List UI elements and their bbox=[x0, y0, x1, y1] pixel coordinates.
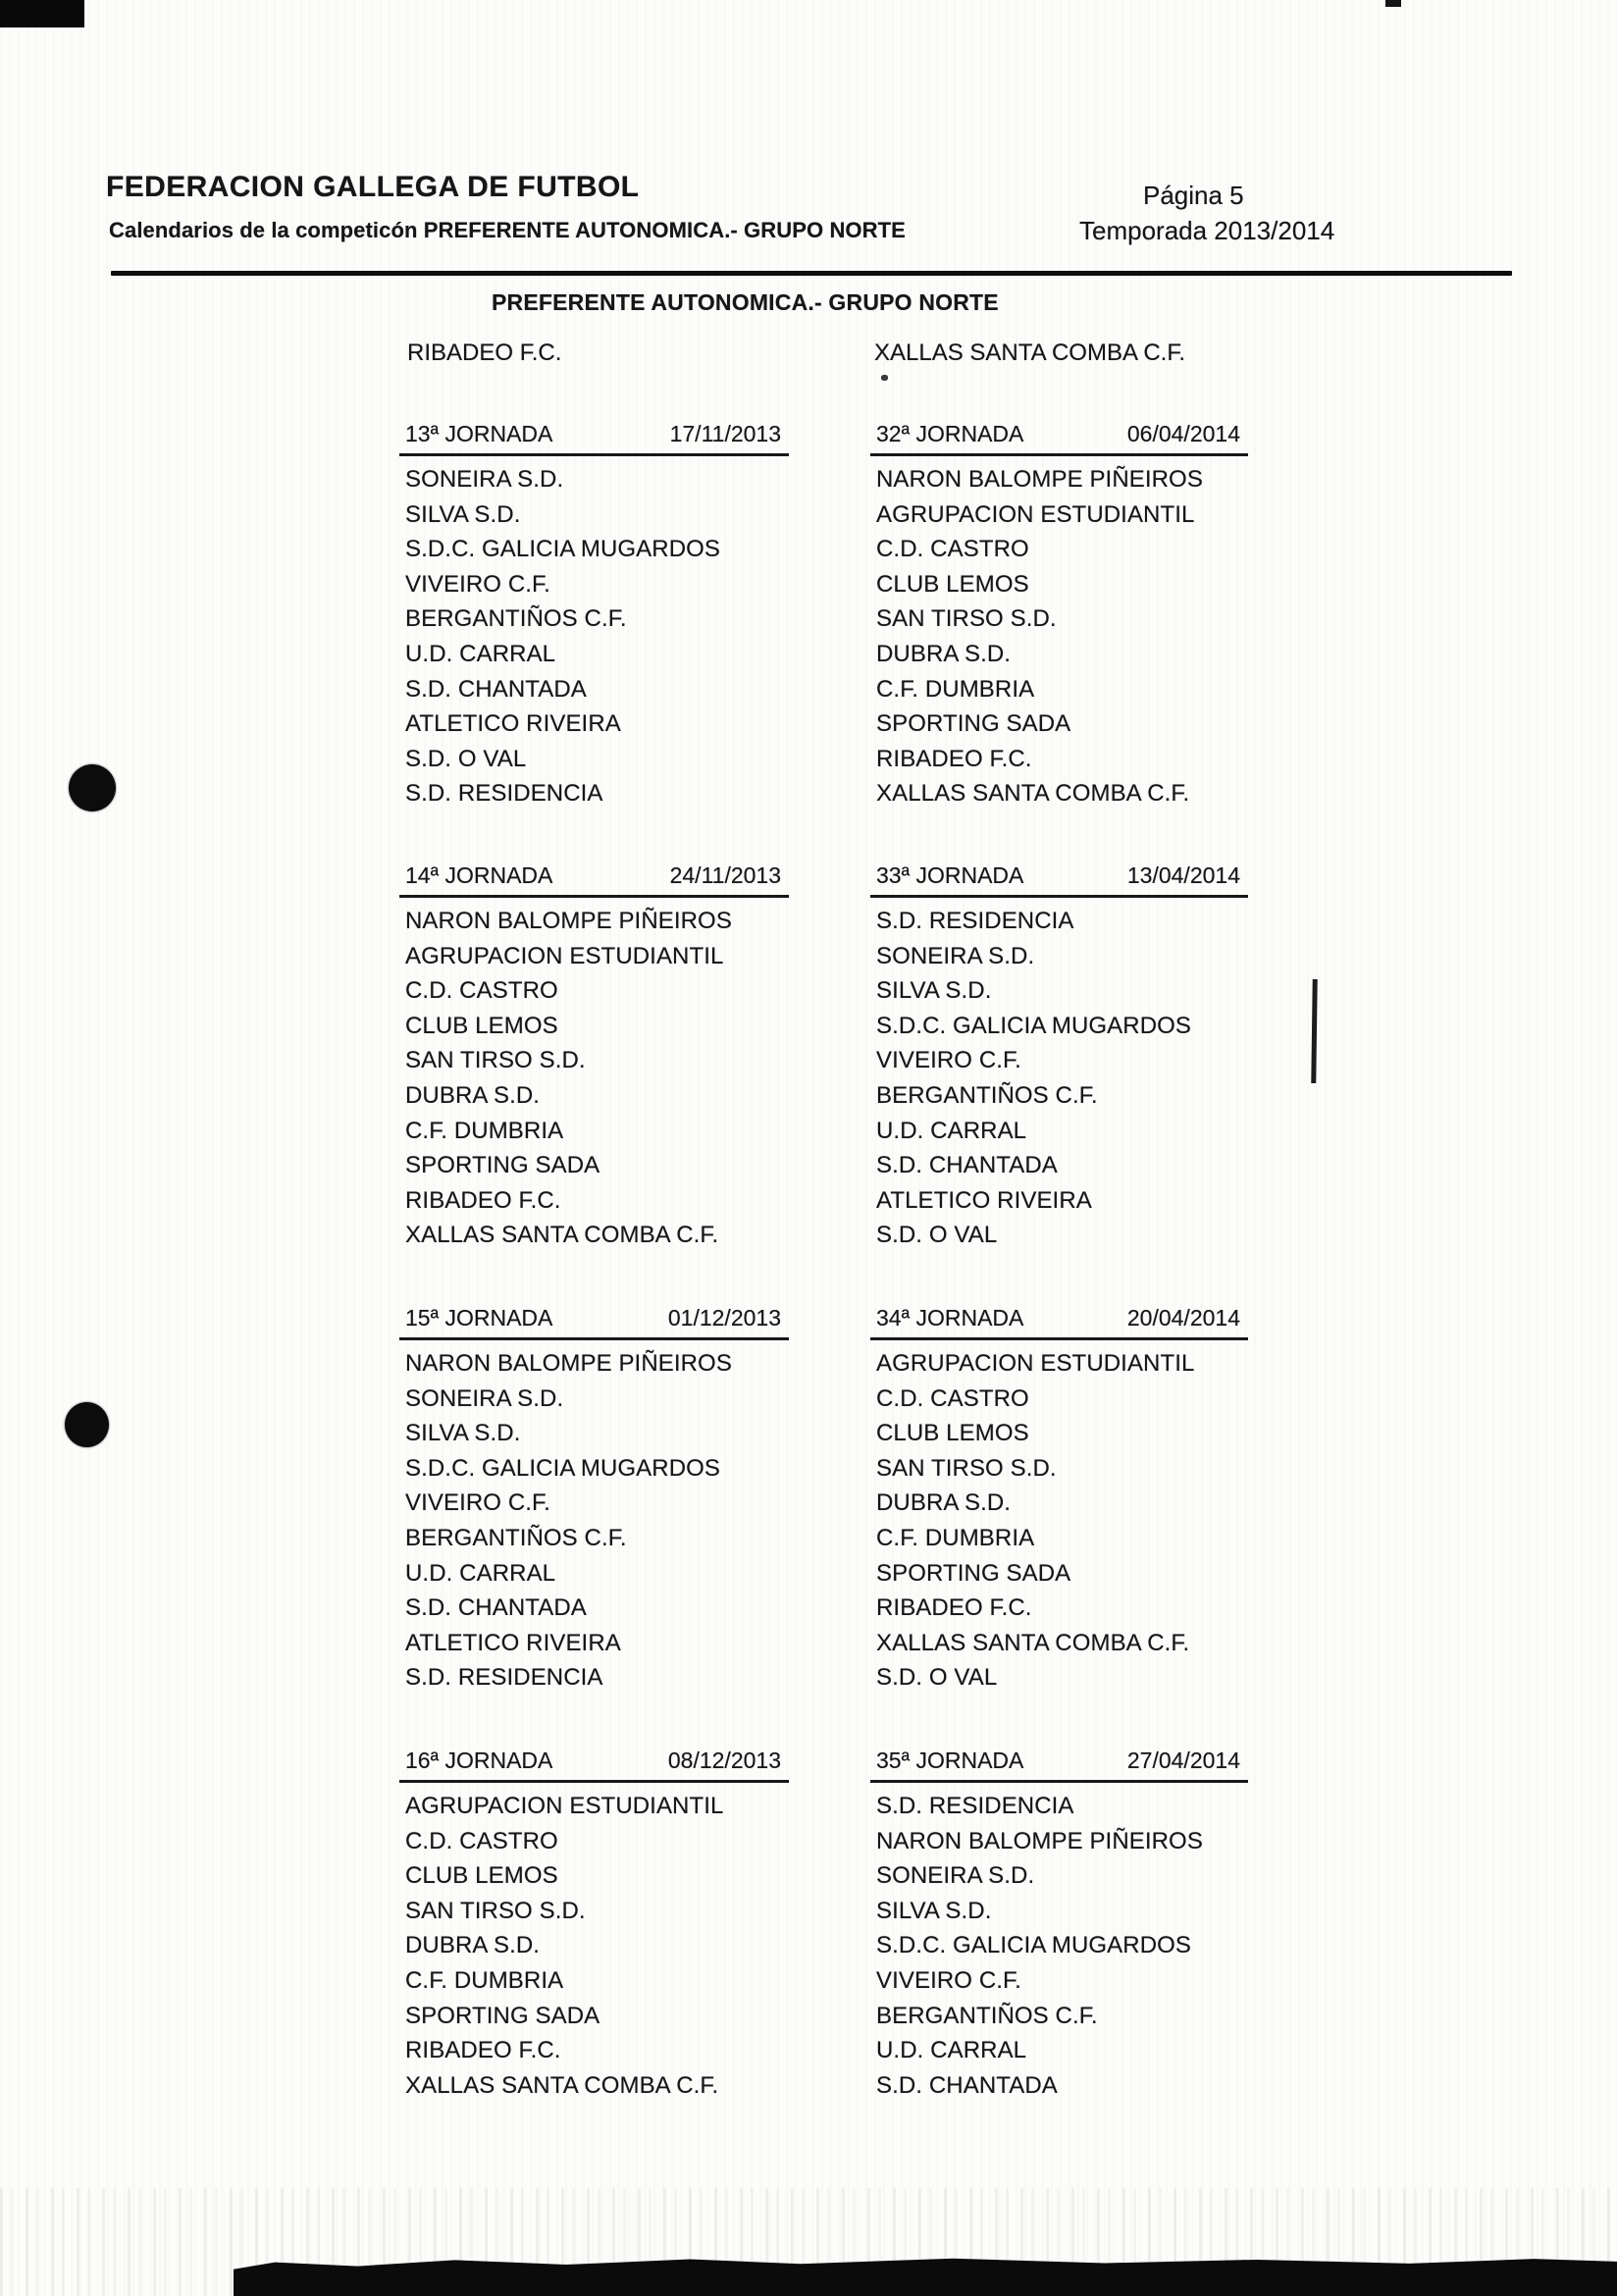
jornada-team-list bbox=[870, 1789, 1248, 2103]
jornada-block-34 bbox=[870, 1305, 1248, 1696]
team-row: SAN TIRSO S.D. bbox=[876, 1454, 1057, 1482]
team-row: RIBADEO F.C. bbox=[405, 1186, 561, 1214]
jornada-date: 20/04/2014 bbox=[1126, 1305, 1240, 1331]
team-row: C.F. DUMBRIA bbox=[876, 1524, 1035, 1551]
jornada-block-33 bbox=[870, 862, 1248, 1253]
team-row: NARON BALOMPE PIÑEIROS bbox=[405, 1350, 732, 1377]
jornada-date: 13/04/2014 bbox=[1126, 862, 1240, 888]
team-row: BERGANTIÑOS C.F. bbox=[405, 605, 627, 633]
jornada-team-list bbox=[870, 904, 1248, 1253]
team-row: NARON BALOMPE PIÑEIROS bbox=[876, 1827, 1203, 1854]
team-row: S.D. O VAL bbox=[876, 1222, 998, 1249]
team-row: DUBRA S.D. bbox=[405, 1081, 541, 1109]
team-row: S.D. CHANTADA bbox=[876, 1152, 1058, 1179]
jornada-header bbox=[399, 1748, 789, 1783]
scan-top-tick bbox=[1385, 0, 1401, 7]
team-row: BERGANTIÑOS C.F. bbox=[876, 1081, 1098, 1109]
team-row: S.D.C. GALICIA MUGARDOS bbox=[405, 536, 721, 563]
team-row: SPORTING SADA bbox=[876, 710, 1071, 738]
team-row: S.D. CHANTADA bbox=[405, 1594, 587, 1622]
jornada-date: 08/12/2013 bbox=[667, 1748, 781, 1773]
jornada-header bbox=[870, 1748, 1248, 1783]
section-title: PREFERENTE AUTONOMICA.- GRUPO NORTE bbox=[492, 289, 999, 315]
jornada-block-16 bbox=[399, 1748, 789, 2103]
team-row: C.D. CASTRO bbox=[405, 1827, 558, 1854]
jornada-team-list bbox=[870, 462, 1248, 811]
team-row: DUBRA S.D. bbox=[876, 640, 1012, 667]
jornada-header bbox=[399, 421, 789, 456]
team-row: CLUB LEMOS bbox=[405, 1862, 558, 1890]
punch-hole-top bbox=[69, 764, 116, 811]
jornada-team-list bbox=[870, 1346, 1248, 1696]
jornada-date: 17/11/2013 bbox=[669, 421, 781, 446]
pairing-left-team: RIBADEO F.C. bbox=[407, 339, 562, 366]
team-row: BERGANTIÑOS C.F. bbox=[876, 2002, 1098, 2029]
competition-subtitle: Calendarios de la competicón PREFERENTE AUTONOMICA.- GRUPO NORTE bbox=[109, 218, 906, 242]
header-rule bbox=[111, 271, 1512, 276]
team-row: XALLAS SANTA COMBA C.F. bbox=[405, 2071, 719, 2099]
team-row: U.D. CARRAL bbox=[876, 1117, 1027, 1144]
team-row: VIVEIRO C.F. bbox=[405, 570, 550, 598]
jornada-header bbox=[870, 862, 1248, 898]
team-row: SONEIRA S.D. bbox=[405, 1384, 564, 1412]
team-row: VIVEIRO C.F. bbox=[405, 1489, 550, 1517]
jornada-date: 06/04/2014 bbox=[1126, 421, 1240, 446]
team-row: S.D. RESIDENCIA bbox=[876, 1793, 1074, 1819]
team-row: C.D. CASTRO bbox=[405, 977, 558, 1005]
team-row: C.F. DUMBRIA bbox=[405, 1966, 564, 1994]
team-row: ATLETICO RIVEIRA bbox=[876, 1186, 1092, 1214]
team-row: S.D. CHANTADA bbox=[876, 2071, 1058, 2099]
jornada-block-14 bbox=[399, 862, 789, 1253]
jornada-label: 16ª JORNADA bbox=[405, 1748, 553, 1773]
team-row: AGRUPACION ESTUDIANTIL bbox=[405, 1793, 724, 1819]
team-row: DUBRA S.D. bbox=[405, 1932, 541, 1959]
team-row: ATLETICO RIVEIRA bbox=[405, 710, 621, 738]
jornada-block-35 bbox=[870, 1748, 1248, 2103]
team-row: RIBADEO F.C. bbox=[405, 2037, 561, 2064]
team-row: AGRUPACION ESTUDIANTIL bbox=[876, 1350, 1195, 1377]
jornada-block-13 bbox=[399, 421, 789, 811]
team-row: SPORTING SADA bbox=[405, 1152, 600, 1179]
jornada-label: 35ª JORNADA bbox=[876, 1748, 1024, 1773]
team-row: SAN TIRSO S.D. bbox=[405, 1047, 586, 1074]
team-row: SONEIRA S.D. bbox=[876, 942, 1035, 969]
team-row: SAN TIRSO S.D. bbox=[876, 605, 1057, 633]
team-row: C.D. CASTRO bbox=[876, 1384, 1029, 1412]
team-row: AGRUPACION ESTUDIANTIL bbox=[876, 500, 1195, 528]
jornada-label: 34ª JORNADA bbox=[876, 1305, 1024, 1331]
team-row: S.D.C. GALICIA MUGARDOS bbox=[876, 1932, 1192, 1959]
team-row: S.D. RESIDENCIA bbox=[405, 780, 603, 808]
jornada-label: 13ª JORNADA bbox=[405, 421, 553, 446]
jornada-label: 32ª JORNADA bbox=[876, 421, 1024, 446]
team-row: S.D. O VAL bbox=[405, 745, 527, 772]
team-row: U.D. CARRAL bbox=[405, 640, 556, 667]
team-row: S.D. O VAL bbox=[876, 1664, 998, 1692]
team-row: BERGANTIÑOS C.F. bbox=[405, 1524, 627, 1551]
team-row: NARON BALOMPE PIÑEIROS bbox=[876, 466, 1203, 493]
team-row: NARON BALOMPE PIÑEIROS bbox=[405, 908, 732, 934]
team-row: SILVA S.D. bbox=[876, 1897, 992, 1924]
team-row: CLUB LEMOS bbox=[876, 1420, 1029, 1447]
scan-corner-mark bbox=[0, 0, 84, 27]
jornada-team-list bbox=[399, 1789, 789, 2103]
team-row: VIVEIRO C.F. bbox=[876, 1047, 1021, 1074]
team-row: XALLAS SANTA COMBA C.F. bbox=[405, 1222, 719, 1249]
team-row: RIBADEO F.C. bbox=[876, 745, 1032, 772]
jornada-header bbox=[399, 862, 789, 898]
team-row: S.D.C. GALICIA MUGARDOS bbox=[405, 1454, 721, 1482]
jornada-team-list bbox=[399, 1346, 789, 1696]
team-row: AGRUPACION ESTUDIANTIL bbox=[405, 942, 724, 969]
scan-bottom-bar bbox=[234, 2258, 1617, 2296]
jornada-label: 15ª JORNADA bbox=[405, 1305, 553, 1331]
org-title: FEDERACION GALLEGA DE FUTBOL bbox=[106, 171, 640, 203]
jornada-header bbox=[399, 1305, 789, 1340]
team-row: SAN TIRSO S.D. bbox=[405, 1897, 586, 1924]
team-row: XALLAS SANTA COMBA C.F. bbox=[876, 780, 1190, 808]
team-row: C.F. DUMBRIA bbox=[876, 675, 1035, 703]
scan-margin-dash bbox=[1311, 979, 1317, 1083]
scan-stray-mark bbox=[881, 375, 888, 381]
jornada-block-32 bbox=[870, 421, 1248, 811]
team-row: S.D. RESIDENCIA bbox=[876, 908, 1074, 934]
team-row: SILVA S.D. bbox=[876, 977, 992, 1005]
team-row: DUBRA S.D. bbox=[876, 1489, 1012, 1517]
team-row: SPORTING SADA bbox=[876, 1559, 1071, 1587]
jornada-team-list bbox=[399, 462, 789, 811]
team-row: SONEIRA S.D. bbox=[876, 1862, 1035, 1890]
jornada-label: 14ª JORNADA bbox=[405, 862, 553, 888]
team-row: CLUB LEMOS bbox=[876, 570, 1029, 598]
page-number: Página 5 bbox=[1143, 181, 1244, 210]
team-row: SILVA S.D. bbox=[405, 500, 521, 528]
jornada-header bbox=[870, 421, 1248, 456]
team-row: S.D.C. GALICIA MUGARDOS bbox=[876, 1012, 1192, 1039]
team-row: S.D. RESIDENCIA bbox=[405, 1664, 603, 1692]
team-row: CLUB LEMOS bbox=[405, 1012, 558, 1039]
team-row: SONEIRA S.D. bbox=[405, 466, 564, 493]
jornada-date: 27/04/2014 bbox=[1126, 1748, 1240, 1773]
team-row: SILVA S.D. bbox=[405, 1420, 521, 1447]
jornada-block-15 bbox=[399, 1305, 789, 1696]
team-row: ATLETICO RIVEIRA bbox=[405, 1629, 621, 1656]
jornada-date: 24/11/2013 bbox=[669, 862, 781, 888]
season-label: Temporada 2013/2014 bbox=[1079, 216, 1335, 245]
team-row: SPORTING SADA bbox=[405, 2002, 600, 2029]
team-row: U.D. CARRAL bbox=[876, 2037, 1027, 2064]
team-row: RIBADEO F.C. bbox=[876, 1594, 1032, 1622]
team-row: VIVEIRO C.F. bbox=[876, 1966, 1021, 1994]
jornada-header bbox=[870, 1305, 1248, 1340]
team-row: U.D. CARRAL bbox=[405, 1559, 556, 1587]
jornada-label: 33ª JORNADA bbox=[876, 862, 1024, 888]
jornada-team-list bbox=[399, 904, 789, 1253]
jornada-date: 01/12/2013 bbox=[667, 1305, 781, 1331]
team-row: XALLAS SANTA COMBA C.F. bbox=[876, 1629, 1190, 1656]
punch-hole-bottom bbox=[65, 1402, 109, 1447]
pairing-right-team: XALLAS SANTA COMBA C.F. bbox=[874, 339, 1185, 366]
team-row: C.D. CASTRO bbox=[876, 536, 1029, 563]
team-row: C.F. DUMBRIA bbox=[405, 1117, 564, 1144]
team-row: S.D. CHANTADA bbox=[405, 675, 587, 703]
